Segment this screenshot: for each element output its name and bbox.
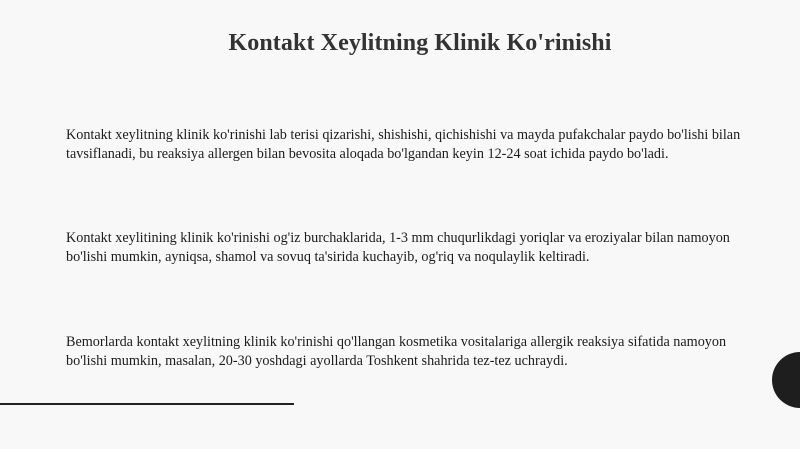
paragraph-2: Kontakt xeylitining klinik ko'rinishi og'iz burchaklarida, 1-3 mm chuqurlikdagi yoriqlar va eroziyalar bilan namoyon bo'lishi mumkin, ayniqsa, shamol va sovuq ta'sirida kuchayib, og'riq va noqulaylik keltiradi. (66, 230, 730, 265)
slide-title: Kontakt Xeylitning Klinik Ko'rinishi (228, 30, 612, 56)
paragraph-3: Bemorlarda kontakt xeylitning klinik ko'rinishi qo'llangan kosmetika vositalariga allergik reaksiya sifatida namoyon bo'lishi mumkin, masalan, 20-30 yoshdagi ayollarda Toshkent shahrida tez-tez uchraydi. (66, 334, 727, 369)
bottom-divider (0, 403, 294, 405)
paragraph-1: Kontakt xeylitning klinik ko'rinishi lab terisi qizarishi, shishishi, qichishishi va mayda pufakchalar paydo bo'lishi bilan tavsiflanadi, bu reaksiya allergen bilan bevosita aloqada bo'lgandan keyin 12-24 soat ichida paydo bo'ladi. (66, 127, 741, 162)
decorative-circle (772, 352, 800, 408)
